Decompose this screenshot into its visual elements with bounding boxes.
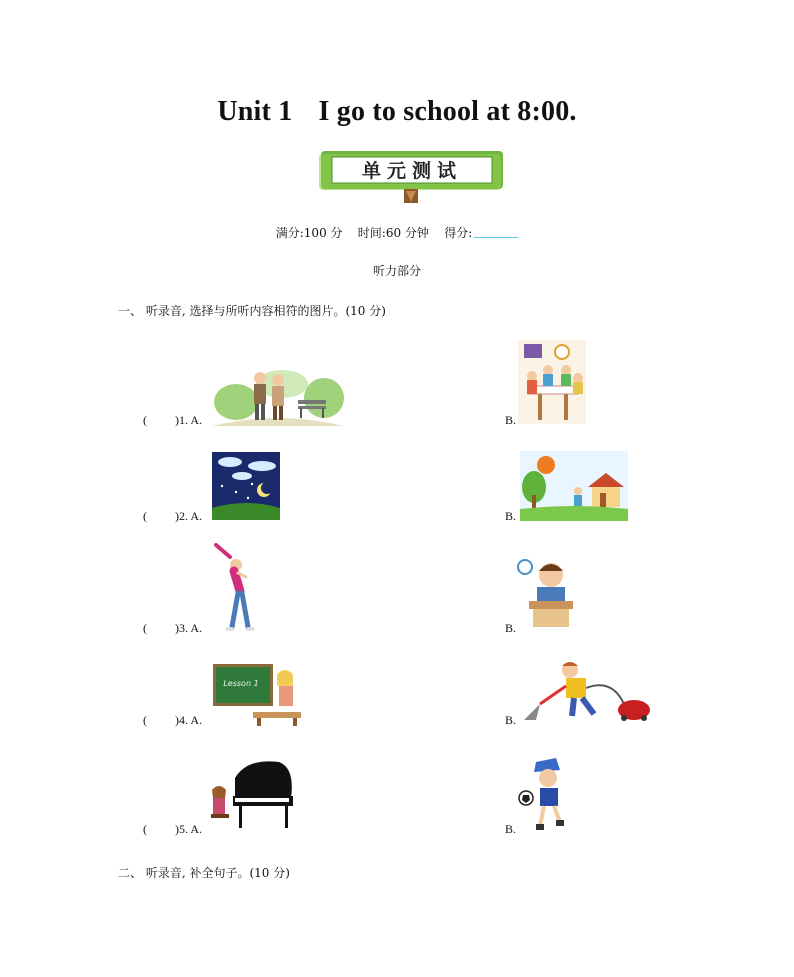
- item-2-b-label: B.: [505, 509, 517, 523]
- item-5-label: ( )5. A.: [143, 822, 202, 836]
- chalkboard-text: Lesson 1: [223, 679, 259, 688]
- boy-playing-football-picture[interactable]: [516, 756, 576, 834]
- boy-at-desk-picture[interactable]: [515, 557, 577, 631]
- question-1-heading: 一、 听录音, 选择与所听内容相符的图片。(10 分): [118, 304, 386, 318]
- section-title: 听力部分: [372, 264, 421, 278]
- page-title: Unit 1 I go to school at 8:00.: [217, 96, 577, 127]
- full-score: 满分:100 分: [275, 226, 343, 240]
- girl-playing-piano-picture[interactable]: [207, 758, 295, 830]
- answer-paren[interactable]: (: [143, 822, 147, 836]
- item-3-label: ( )3. A.: [143, 621, 202, 635]
- family-dinner-picture[interactable]: [518, 340, 586, 424]
- teacher-blackboard-picture[interactable]: [213, 664, 303, 726]
- item-5-b-label: B.: [505, 822, 517, 836]
- sunny-house-picture[interactable]: [520, 451, 628, 521]
- park-walk-picture[interactable]: [212, 364, 344, 426]
- question-2-heading: 二、 听录音, 补全句子。(10 分): [118, 866, 290, 880]
- vacuuming-boy-picture[interactable]: [520, 658, 652, 722]
- item-3-b-label: B.: [505, 621, 517, 635]
- answer-paren[interactable]: (: [143, 413, 147, 427]
- answer-paren[interactable]: (: [143, 621, 147, 635]
- item-1-b-label: B.: [505, 413, 517, 427]
- item-2-label: ( )2. A.: [143, 509, 202, 523]
- answer-paren[interactable]: (: [143, 713, 147, 727]
- unit-test-banner: [318, 148, 506, 204]
- item-4-label: ( )4. A.: [143, 713, 202, 727]
- item-1-label: ( )1. A.: [143, 413, 202, 427]
- item-4-b-label: B.: [505, 713, 517, 727]
- answer-paren[interactable]: (: [143, 509, 147, 523]
- score-label: 得分:: [444, 226, 473, 240]
- banner-text: 单元测试: [361, 160, 463, 182]
- night-sky-picture[interactable]: [212, 452, 280, 520]
- stretching-girl-picture[interactable]: [208, 543, 258, 633]
- score-blank[interactable]: [474, 237, 518, 238]
- score-info: [0, 224, 794, 241]
- time-limit: 时间:60 分钟: [357, 226, 429, 240]
